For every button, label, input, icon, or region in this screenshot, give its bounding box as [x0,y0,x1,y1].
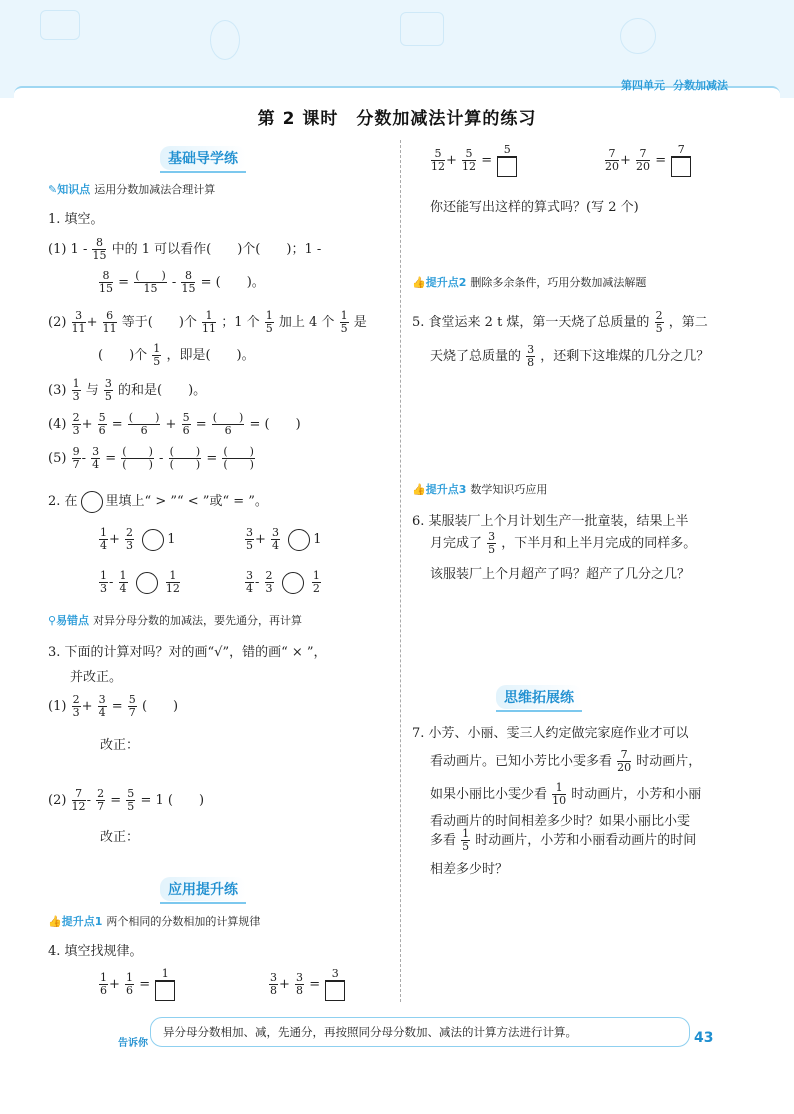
section-think: 思维拓展练 [496,685,582,709]
q7-line1: 7. 小芳、小丽、雯三人约定做完家庭作业才可以 [412,726,689,741]
tip-box: 异分母分数相加、减，先通分，再按照同分母分数加、减法的计算方法进行计算。 [150,1017,690,1047]
q3-item2: (2) $\frac{7}{12}$ - $\frac{2}{7}$ = $\frac{5}{5}$ = 1 ( ) [48,787,205,813]
q2-item2: $\frac{3}{5}$ + $\frac{3}{4}$ 1 [246,526,322,552]
q6-line3: 该服装厂上个月超产了吗？超产了几分之几？ [430,567,691,582]
q7-line5: 多看 $\frac{1}{5}$ 时动画片，小芳和小丽看动画片的时间 [430,827,697,853]
page-title: 第 2 课时 分数加减法计算的练习 [257,109,537,129]
thumb-up-icon: 👍 [48,915,62,928]
q3-head2: 并改正。 [70,670,123,685]
q2-item1: $\frac{1}{4}$ + $\frac{2}{3}$ 1 [100,526,176,552]
q4-head: 4. 填空找规律。 [48,944,143,959]
q1-line1: (1) 1 - $\frac{8}{15}$ 中的 1 可以看作( )个( )；1 - [48,236,322,262]
q1-line2: $\frac{8}{15}$ = ( ) 15 - $\frac{8}{15}$ = ( )。 [99,269,265,295]
compare-circle[interactable] [282,572,304,594]
pencil-icon: ✎ [48,183,58,196]
compare-circle[interactable] [288,529,310,551]
tip-label: 告诉你 [118,1038,148,1049]
q6-line1: 6. 某服装厂上个月计划生产一批童装，结果上半 [412,514,689,529]
compare-circle[interactable] [142,529,164,551]
q7-line2: 看动画片。已知小芳比小雯多看 $\frac{7}{20}$ 时动画片， [430,748,702,774]
up-point-3: 👍提升点3 数学知识巧应用 [412,483,548,496]
doodle-icon [620,18,656,54]
column-divider [400,140,401,1002]
knowledge-point: ✎知识点 运用分数加减法合理计算 [48,183,216,196]
thumb-up-icon: 👍 [412,276,426,289]
q7-line6: 相差多少时？ [430,862,509,877]
compare-circle[interactable] [136,572,158,594]
answer-box[interactable] [671,157,691,177]
page-number: 43 [694,1030,714,1046]
q3-fix2: 改正： [100,830,140,845]
q4-item1: $\frac{1}{6}$ + $\frac{1}{6}$ = 1 [98,968,176,1001]
q2-head: 2. 在 里填上“ > ”“ < ”或“ = ”。 [48,490,268,513]
doodle-icon [40,10,80,40]
magnifier-icon: ⚲ [48,614,57,627]
answer-box[interactable] [155,981,175,1001]
q4-item2: $\frac{3}{8}$ + $\frac{3}{8}$ = 3 [268,968,346,1001]
q1-line5: (3) $\frac{1}{3}$ 与 $\frac{3}{5}$ 的和是( )。 [48,377,207,403]
q5-line2: 天烧了总质量的 $\frac{3}{8}$ ，还剩下这堆煤的几分之几？ [430,343,710,369]
q4-more: 你还能写出这样的算式吗？(写 2 个) [430,200,639,215]
answer-box[interactable] [497,157,517,177]
q5-line1: 5. 食堂运来 2 t 煤，第一天烧了总质量的 $\frac{2}{5}$ ，第二 [412,309,708,335]
answer-box[interactable] [325,981,345,1001]
up-point-2: 👍提升点2 删除多余条件，巧用分数加减法解题 [412,276,647,289]
q4-item3: $\frac{5}{12}$ + $\frac{5}{12}$ = 5 [430,144,518,177]
q1-head: 1. 填空。 [48,212,104,227]
q1-line4: ( )个 $\frac{1}{5}$ ，即是( )。 [98,342,255,368]
q1-line6: (4) $\frac{2}{3}$ + $\frac{5}{6}$ = ( ) 6 + $\frac{5}{6}$ = ( ) 6 = ( ) [48,411,301,437]
unit-tag: 第四单元 分数加减法 [621,79,728,92]
q2-item3: $\frac{1}{3}$ - $\frac{1}{4}$ $\frac{1}{12}$ [100,569,180,595]
q6-line2: 月完成了 $\frac{3}{5}$ ，下半月和上半月完成的同样多。 [430,530,697,556]
error-point: ⚲易错点 对异分母分数的加减法，要先通分，再计算 [48,614,303,627]
q1-line3: (2) $\frac{3}{11}$ + $\frac{6}{11}$ 等于( )个 $\frac{1}{11}$ ；1 个 $\frac{1}{5}$ 加上 4 个 $\frac{1}{5}$ 是 [48,309,367,335]
q1-line7: (5) $\frac{9}{7}$ - $\frac{3}{4}$ = ( ) ( ) - ( ) ( ) = ( ) ( ) [48,445,254,471]
q7-line3: 如果小丽比小雯少看 $\frac{1}{10}$ 时动画片，小芳和小丽 [430,781,702,807]
compare-circle[interactable] [81,491,103,513]
q7-line4: 看动画片的时间相差多少时？如果小丽比小雯 [430,814,691,829]
q3-fix1: 改正： [100,738,140,753]
q2-item4: $\frac{3}{4}$ - $\frac{2}{3}$ $\frac{1}{2}$ [246,569,320,595]
header-band [0,0,794,98]
section-basic: 基础导学练 [160,146,246,170]
thumb-up-icon: 👍 [412,483,426,496]
q3-head: 3. 下面的计算对吗？对的画“√”，错的画“ × ”， [48,645,327,660]
q3-item1: (1) $\frac{2}{3}$ + $\frac{3}{4}$ = $\frac{5}{7}$ ( ) [48,693,179,719]
section-apply: 应用提升练 [160,877,246,901]
up-point-1: 👍提升点1 两个相同的分数相加的计算规律 [48,915,261,928]
q4-item4: $\frac{7}{20}$ + $\frac{7}{20}$ = 7 [604,144,692,177]
doodle-icon [210,20,240,60]
doodle-icon [400,12,444,46]
